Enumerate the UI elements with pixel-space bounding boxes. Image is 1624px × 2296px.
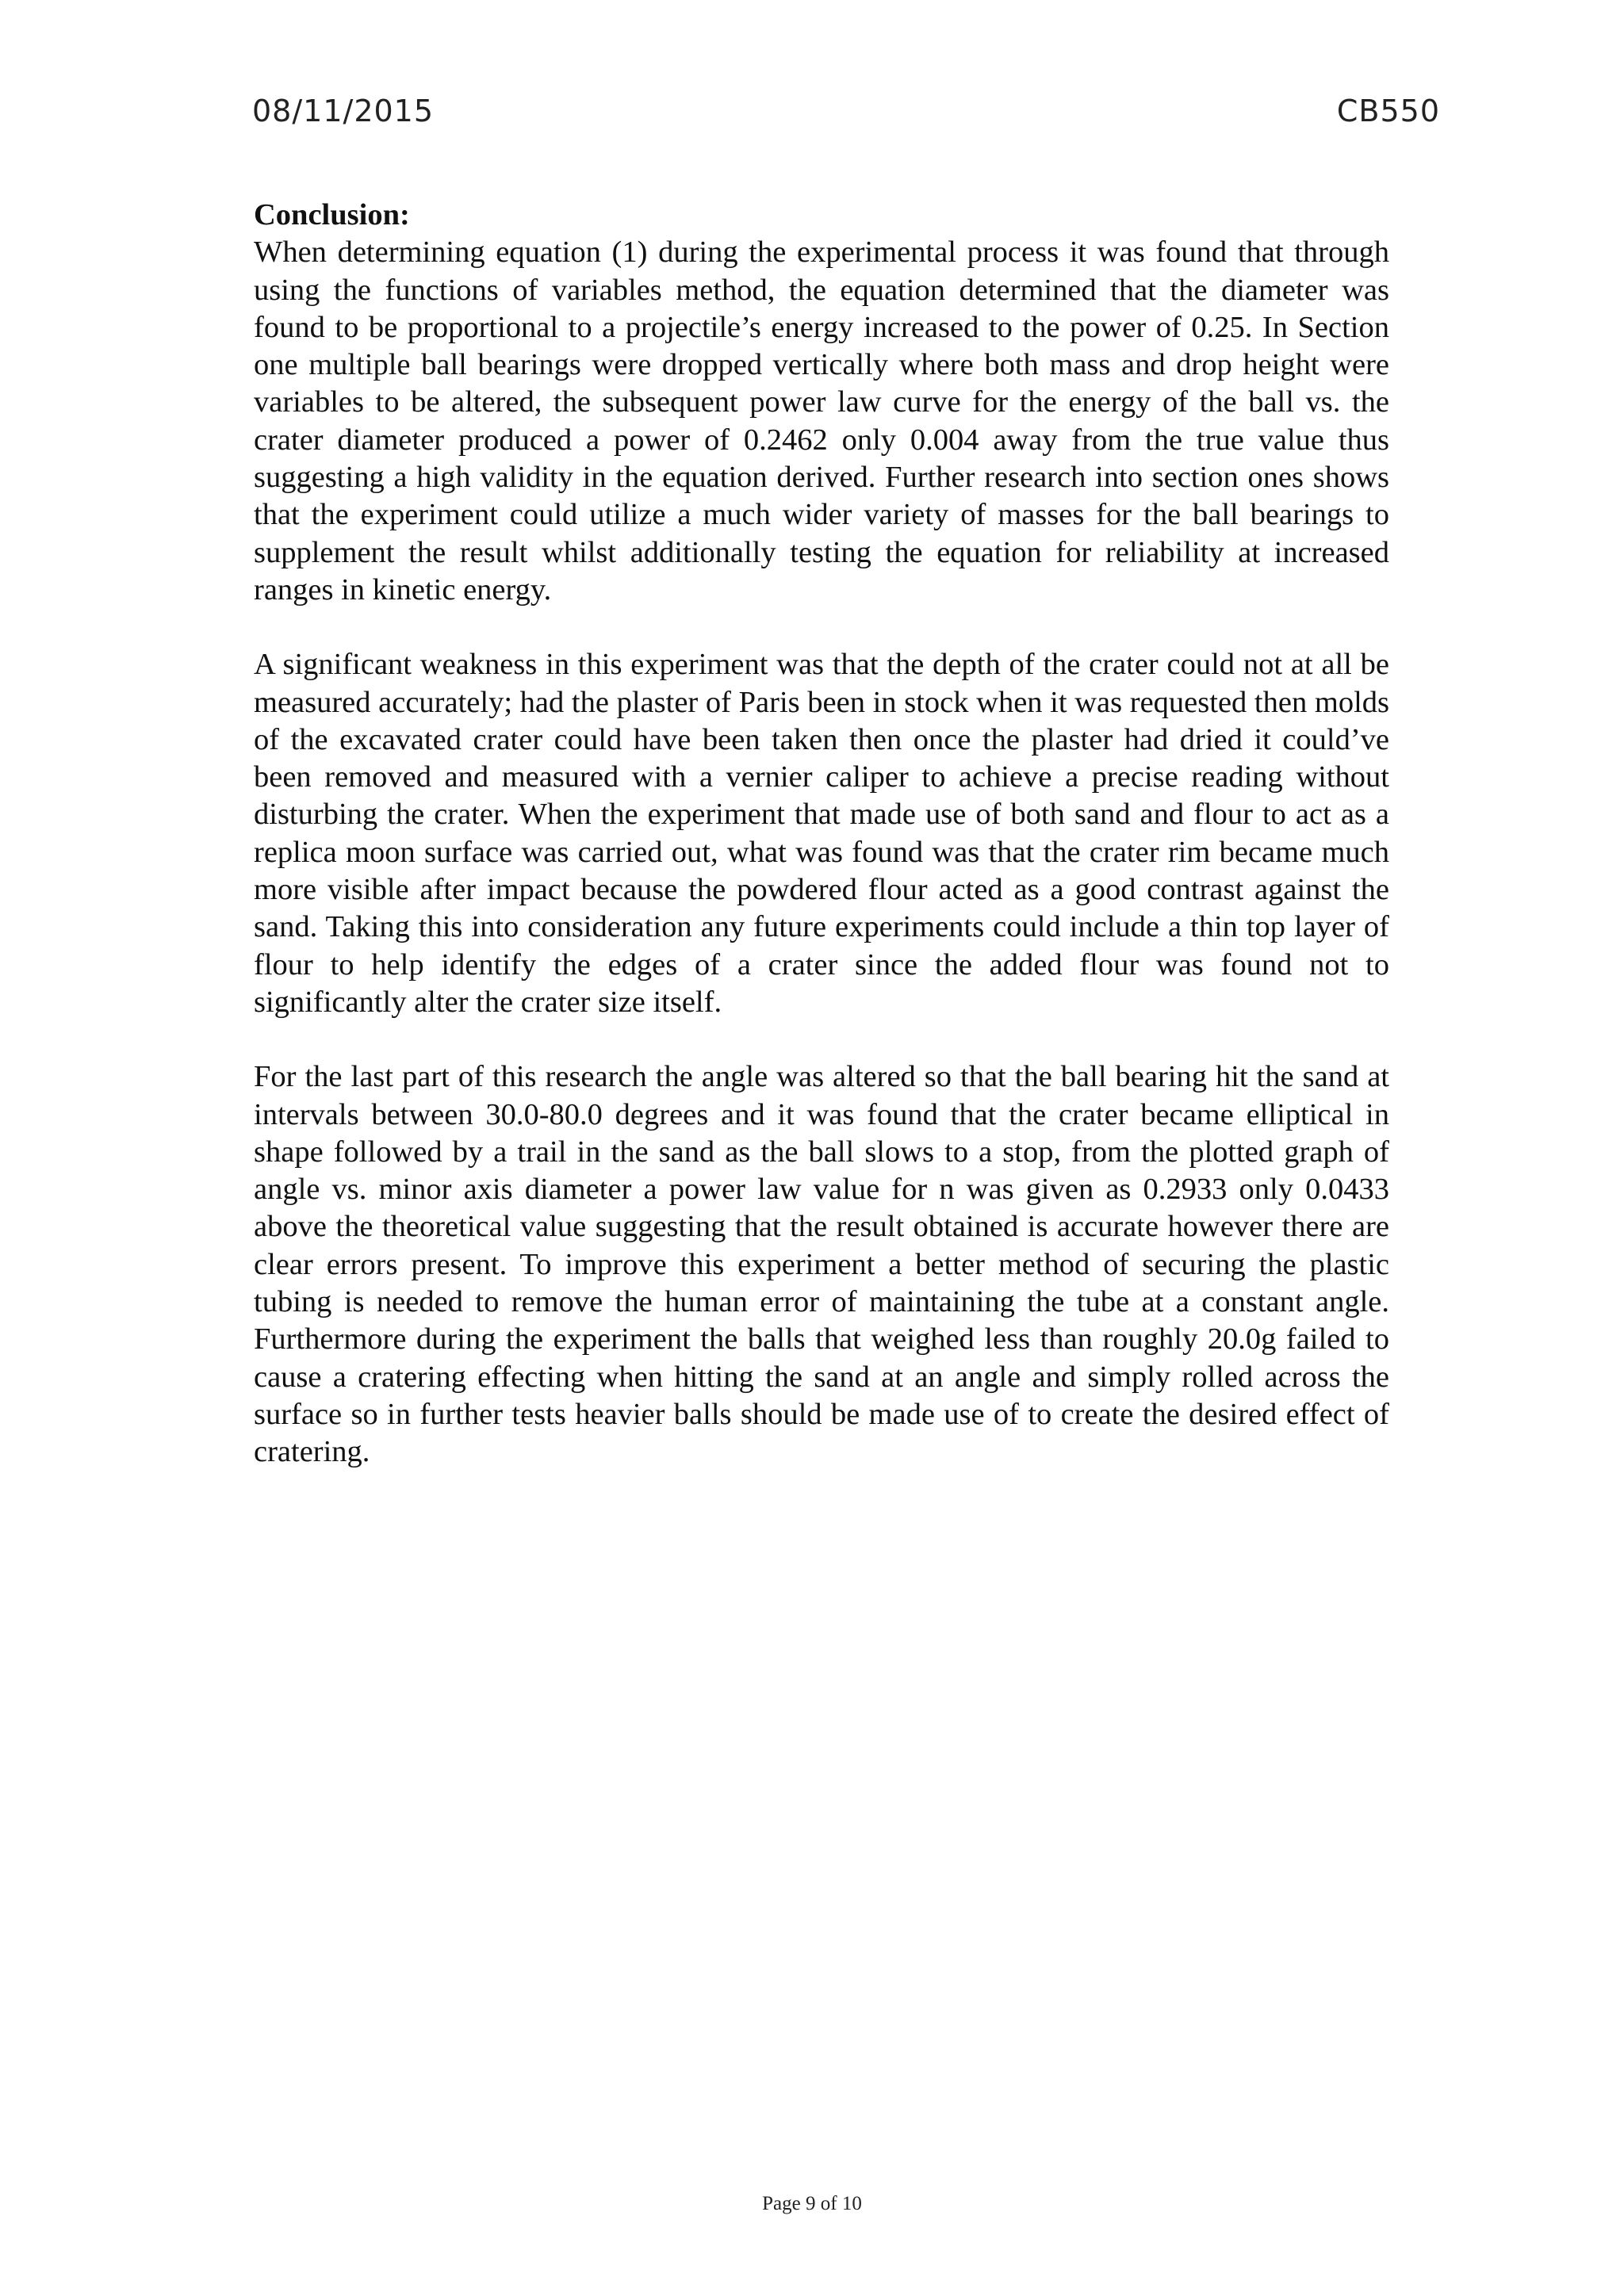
- paragraph: For the last part of this research the angle was altered so that the ball bearing hit the sand at intervals between 30.0-80.0 degrees and it was found that the crater became elliptical in shape followed by a trail in the sand as the ball slows to a stop, from the plotted graph of angle vs. minor axis diameter a power law value for n was given as 0.2933 only 0.0433 above the theoretical value suggesting that the result obtained is accurate however there are clear errors present. To improve this experiment a better method of securing the plastic tubing is needed to remove the human error of maintaining the tube at a constant angle. Furthermore during the experiment the balls that weighed less than roughly 20.0g failed to cause a cratering effecting when hitting the sand at an angle and simply rolled across the surface so in further tests heavier balls should be made use of to create the desired effect of cratering.: [254, 1060, 1389, 1469]
- page-number: Page 9 of 10: [762, 2193, 862, 2214]
- paragraph: A significant weakness in this experiment was that the depth of the crater could not at all be measured accurately; had the plaster of Paris been in stock when it was requested then molds of the excavated crater could have been taken then once the plaster had dried it could’ve been removed and measured with a vernier caliper to achieve a precise reading without disturbing the crater. When the experiment that made use of both sand and flour to act as a replica moon surface was carried out, what was found was that the crater rim became much more visible after impact because the powdered flour acted as a good contrast against the sand. Taking this into consideration any future experiments could include a thin top layer of flour to help identify the edges of a crater since the added flour was found not to significantly alter the crater size itself.: [254, 648, 1389, 1019]
- paragraph: When determining equation (1) during the experimental process it was found that through using the functions of variables method, the equation determined that the diameter was found to be proportional to a projectile’s energy increased to the power of 0.25. In Section one multiple ball bearings were dropped vertically where both mass and drop height were variables to be altered, the subsequent power law curve for the energy of the ball vs. the crater diameter produced a power of 0.2462 only 0.004 away from the true value thus suggesting a high validity in the equation derived. Further research into section ones shows that the experiment could utilize a much wider variety of masses for the ball bearings to supplement the result whilst additionally testing the equation for reliability at increased ranges in kinetic energy.: [254, 235, 1389, 607]
- section-heading: Conclusion:: [254, 198, 410, 232]
- header-date: 08/11/2015: [252, 94, 435, 128]
- page-header: [252, 94, 1440, 141]
- document-body: [254, 197, 1389, 1509]
- header-course-code: CB550: [1336, 94, 1440, 128]
